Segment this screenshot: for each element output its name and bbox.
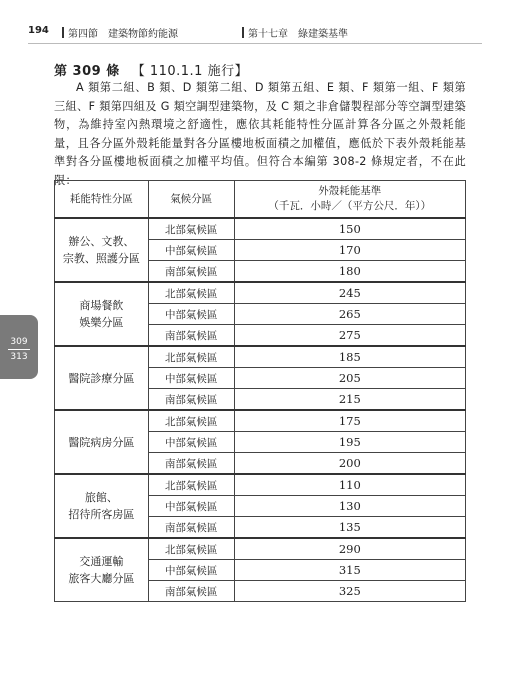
col-header-standard xyxy=(234,181,465,219)
climate-zone-cell: 北部氣候區 xyxy=(148,538,234,560)
category-label: 醫院診療分區 xyxy=(68,371,135,385)
climate-zone-cell: 中部氣候區 xyxy=(148,304,234,325)
standard-value-cell: 135 xyxy=(234,517,465,539)
table-row xyxy=(55,410,466,432)
standard-value-cell: 215 xyxy=(234,389,465,411)
col-header-standard-unit: （千瓦．小時／（平方公尺．年）） xyxy=(268,200,432,212)
standard-value-cell: 180 xyxy=(234,261,465,283)
climate-zone-cell: 北部氣候區 xyxy=(148,410,234,432)
climate-zone-cell: 南部氣候區 xyxy=(148,453,234,475)
standard-value-cell: 170 xyxy=(234,240,465,261)
page-number: 194 xyxy=(28,25,49,36)
climate-zone-cell: 中部氣候區 xyxy=(148,240,234,261)
category-label: 招待所客房區 xyxy=(68,508,135,521)
standard-value-cell: 265 xyxy=(234,304,465,325)
header-divider xyxy=(28,43,482,44)
page-header xyxy=(0,24,510,42)
header-section xyxy=(62,25,178,40)
header-bar-icon xyxy=(242,27,244,38)
table-row xyxy=(55,346,466,368)
standard-value-cell: 275 xyxy=(234,325,465,347)
category-cell xyxy=(55,218,149,282)
article-body: A 類第二組、B 類、D 類第二組、D 類第五組、E 類、F 類第一組、F 類第三組、F 類第四組及 G 類空調型建築物，及 C 類之非倉儲製程部分等空調型建築物，為維持室內熱環境之舒適性，應依其耗能特性分區計算各分區之外殼耗能量，且各分區外殼耗能量對各分區樓地板面積之加權值，應低於下表外殼耗能基準對各分區樓地板面積之加權平均值。但符合本編第 308-2 條規定者，不在此限： xyxy=(54,81,466,187)
col-header-category: 耗能特性分區 xyxy=(55,181,149,219)
category-label: 旅客大廳分區 xyxy=(68,572,135,585)
tab-divider xyxy=(8,349,30,350)
category-label: 商場餐飲 xyxy=(79,299,124,312)
climate-zone-cell: 中部氣候區 xyxy=(148,560,234,581)
standard-value-cell: 200 xyxy=(234,453,465,475)
article-range-tab xyxy=(0,315,38,379)
category-label: 交通運輸 xyxy=(79,555,124,568)
category-label: 旅館、 xyxy=(84,491,118,504)
standard-value-cell: 205 xyxy=(234,368,465,389)
header-chapter-label: 第十七章 綠建築基準 xyxy=(248,29,348,40)
table-row xyxy=(55,282,466,304)
category-cell xyxy=(55,346,149,410)
category-label: 娛樂分區 xyxy=(79,316,124,329)
standard-value-cell: 130 xyxy=(234,496,465,517)
standard-value-cell: 185 xyxy=(234,346,465,368)
category-cell xyxy=(55,282,149,346)
category-cell xyxy=(55,410,149,474)
effective-date: 【 110.1.1 施行】 xyxy=(131,64,249,79)
category-label: 宗教、照護分區 xyxy=(62,252,140,265)
climate-zone-cell: 南部氣候區 xyxy=(148,389,234,411)
article-heading xyxy=(54,60,248,79)
climate-zone-cell: 北部氣候區 xyxy=(148,346,234,368)
category-cell xyxy=(55,474,149,538)
category-cell xyxy=(55,538,149,602)
climate-zone-cell: 中部氣候區 xyxy=(148,496,234,517)
table-row xyxy=(55,218,466,240)
climate-zone-cell: 北部氣候區 xyxy=(148,218,234,240)
standard-value-cell: 195 xyxy=(234,432,465,453)
climate-zone-cell: 北部氣候區 xyxy=(148,474,234,496)
climate-zone-cell: 南部氣候區 xyxy=(148,581,234,602)
article-number: 第 309 條 xyxy=(54,64,120,79)
tab-end: 313 xyxy=(10,352,28,362)
standard-value-cell: 150 xyxy=(234,218,465,240)
category-label: 辦公、文教、 xyxy=(68,235,135,248)
col-header-standard-title: 外殼耗能基準 xyxy=(318,185,382,197)
standard-value-cell: 325 xyxy=(234,581,465,602)
climate-zone-cell: 南部氣候區 xyxy=(148,325,234,347)
header-chapter xyxy=(242,25,348,40)
envelope-energy-table xyxy=(54,180,466,602)
climate-zone-cell: 南部氣候區 xyxy=(148,517,234,539)
article-text xyxy=(54,79,466,191)
climate-zone-cell: 中部氣候區 xyxy=(148,432,234,453)
col-header-climate: 氣候分區 xyxy=(148,181,234,219)
header-bar-icon xyxy=(62,27,64,38)
climate-zone-cell: 北部氣候區 xyxy=(148,282,234,304)
category-label: 醫院病房分區 xyxy=(68,435,135,449)
table-row xyxy=(55,474,466,496)
header-section-label: 第四節 建築物節約能源 xyxy=(68,29,178,40)
standard-value-cell: 110 xyxy=(234,474,465,496)
table-row xyxy=(55,538,466,560)
standard-value-cell: 290 xyxy=(234,538,465,560)
climate-zone-cell: 南部氣候區 xyxy=(148,261,234,283)
climate-zone-cell: 中部氣候區 xyxy=(148,368,234,389)
tab-start: 309 xyxy=(10,337,28,347)
standard-value-cell: 175 xyxy=(234,410,465,432)
standard-value-cell: 315 xyxy=(234,560,465,581)
standard-value-cell: 245 xyxy=(234,282,465,304)
